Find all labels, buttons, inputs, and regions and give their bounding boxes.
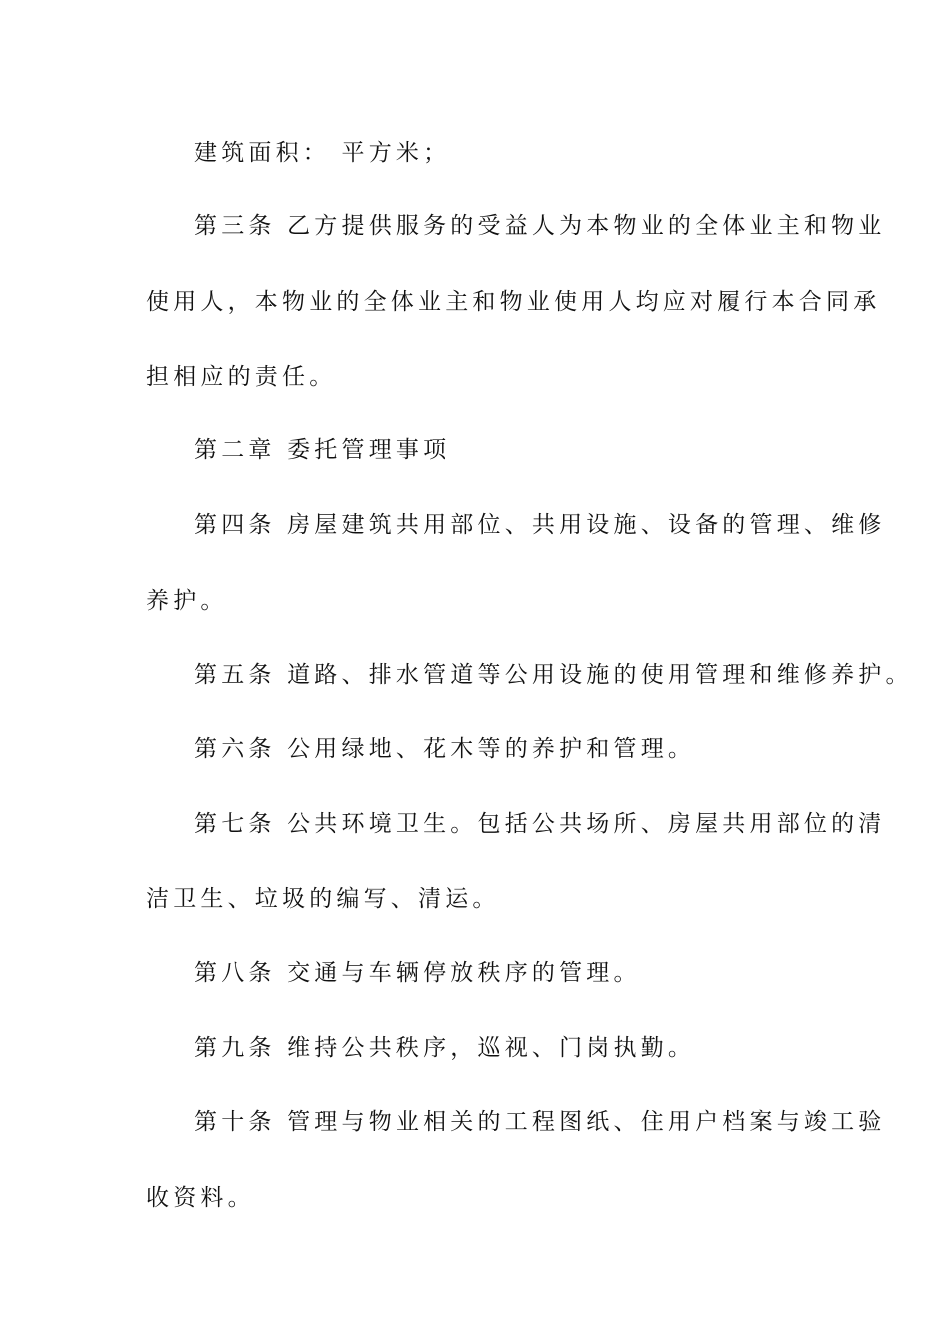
paragraph-building-area: 建筑面积： 平方米； [194, 140, 451, 166]
article-3-line-2: 使用人，本物业的全体业主和物业使用人均应对履行本合同承 [146, 289, 881, 315]
article-7-line-1: 第七条 公共环境卫生。包括公共场所、房屋共用部位的清 [194, 811, 886, 837]
article-4-line-2: 养护。 [146, 588, 228, 614]
article-3-line-1: 第三条 乙方提供服务的受益人为本物业的全体业主和物业 [194, 213, 886, 239]
article-4-line-1: 第四条 房屋建筑共用部位、共用设施、设备的管理、维修 [194, 512, 886, 538]
article-9: 第九条 维持公共秩序，巡视、门岗执勤。 [194, 1035, 696, 1061]
article-7-line-2: 洁卫生、垃圾的编写、清运。 [146, 886, 500, 912]
article-10-line-1: 第十条 管理与物业相关的工程图纸、住用户档案与竣工验 [194, 1109, 886, 1135]
article-6: 第六条 公用绿地、花木等的养护和管理。 [194, 736, 696, 762]
article-10-line-2: 收资料。 [146, 1185, 255, 1211]
article-8: 第八条 交通与车辆停放秩序的管理。 [194, 960, 641, 986]
article-3-line-3: 担相应的责任。 [146, 364, 337, 390]
article-5: 第五条 道路、排水管道等公用设施的使用管理和维修养护。 [194, 662, 913, 688]
chapter-2-heading: 第二章 委托管理事项 [194, 437, 451, 463]
